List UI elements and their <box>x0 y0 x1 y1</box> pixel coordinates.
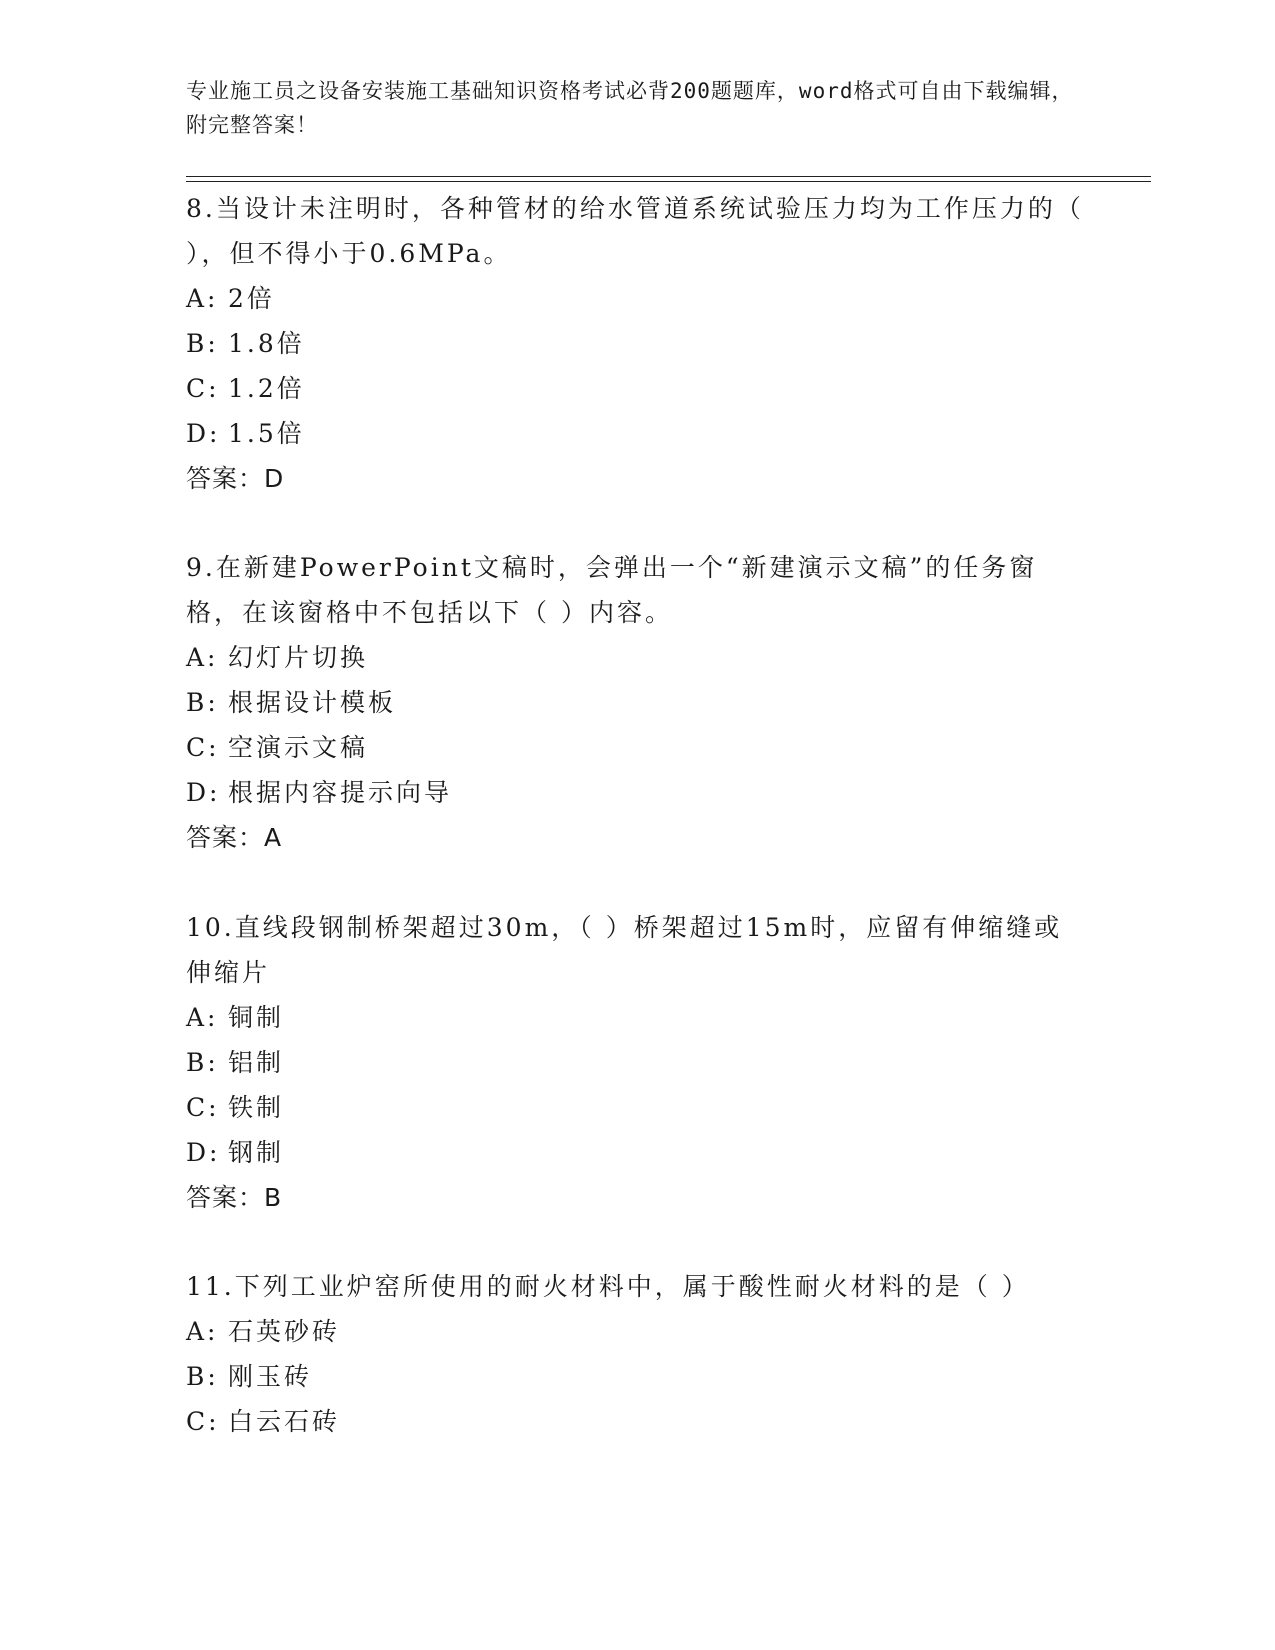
option-c <box>186 366 1086 411</box>
question-text: 9.在新建PowerPoint文稿时，会弹出一个“新建演示文稿”的任务窗格，在该窗格中不包括以下（ ）内容。 <box>186 553 1038 627</box>
option-text: 石英砂砖 <box>228 1317 341 1346</box>
option-a <box>186 1309 1086 1354</box>
option-key: B: <box>186 688 219 717</box>
option-key: A: <box>186 284 219 313</box>
option-text: 白云石砖 <box>228 1407 341 1436</box>
header-divider-top <box>186 176 1151 177</box>
option-text: 空演示文稿 <box>228 733 369 762</box>
option-key: A: <box>186 1003 219 1032</box>
option-text: 2倍 <box>228 284 275 313</box>
question-9 <box>186 545 1086 860</box>
option-text: 钢制 <box>228 1138 285 1167</box>
option-b <box>186 1040 1086 1085</box>
option-b <box>186 680 1086 725</box>
option-key: C: <box>186 1093 220 1122</box>
option-text: 根据内容提示向导 <box>228 778 453 807</box>
option-text: 1.2倍 <box>228 374 305 403</box>
document-header: 专业施工员之设备安装施工基础知识资格考试必背200题题库，word格式可自由下载编辑，附完整答案！ <box>186 79 1074 137</box>
question-11 <box>186 1264 1086 1444</box>
option-text: 刚玉砖 <box>228 1362 313 1391</box>
option-text: 1.5倍 <box>228 419 305 448</box>
question-text: 11.下列工业炉窑所使用的耐火材料中，属于酸性耐火材料的是（ ） <box>186 1272 1030 1301</box>
option-key: C: <box>186 733 220 762</box>
option-key: D: <box>186 419 221 448</box>
option-key: D: <box>186 1138 221 1167</box>
question-8 <box>186 186 1086 501</box>
option-b <box>186 1354 1086 1399</box>
header-divider-bottom <box>186 181 1151 182</box>
option-text: 1.8倍 <box>228 329 305 358</box>
option-d <box>186 411 1086 456</box>
option-text: 幻灯片切换 <box>228 643 369 672</box>
answer-line: 答案：B <box>186 1183 283 1212</box>
option-c <box>186 1399 1086 1444</box>
option-c <box>186 1085 1086 1130</box>
option-text: 铝制 <box>228 1048 285 1077</box>
option-a <box>186 635 1086 680</box>
option-text: 根据设计模板 <box>228 688 397 717</box>
option-a <box>186 995 1086 1040</box>
option-text: 铜制 <box>228 1003 285 1032</box>
answer-line: 答案：D <box>186 464 285 493</box>
option-d <box>186 1130 1086 1175</box>
question-10 <box>186 905 1086 1220</box>
question-text: 8.当设计未注明时，各种管材的给水管道系统试验压力均为工作压力的（ ），但不得小于0.6MPa。 <box>186 194 1084 268</box>
option-key: B: <box>186 329 219 358</box>
answer-line: 答案：A <box>186 823 283 852</box>
option-b <box>186 321 1086 366</box>
option-key: A: <box>186 1317 219 1346</box>
option-a <box>186 276 1086 321</box>
option-text: 铁制 <box>228 1093 285 1122</box>
option-key: C: <box>186 374 220 403</box>
question-text: 10.直线段钢制桥架超过30m，（ ）桥架超过15m时，应留有伸缩缝或伸缩片 <box>186 913 1063 987</box>
option-d <box>186 770 1086 815</box>
option-key: C: <box>186 1407 220 1436</box>
option-c <box>186 725 1086 770</box>
option-key: B: <box>186 1362 219 1391</box>
option-key: A: <box>186 643 219 672</box>
option-key: D: <box>186 778 221 807</box>
option-key: B: <box>186 1048 219 1077</box>
